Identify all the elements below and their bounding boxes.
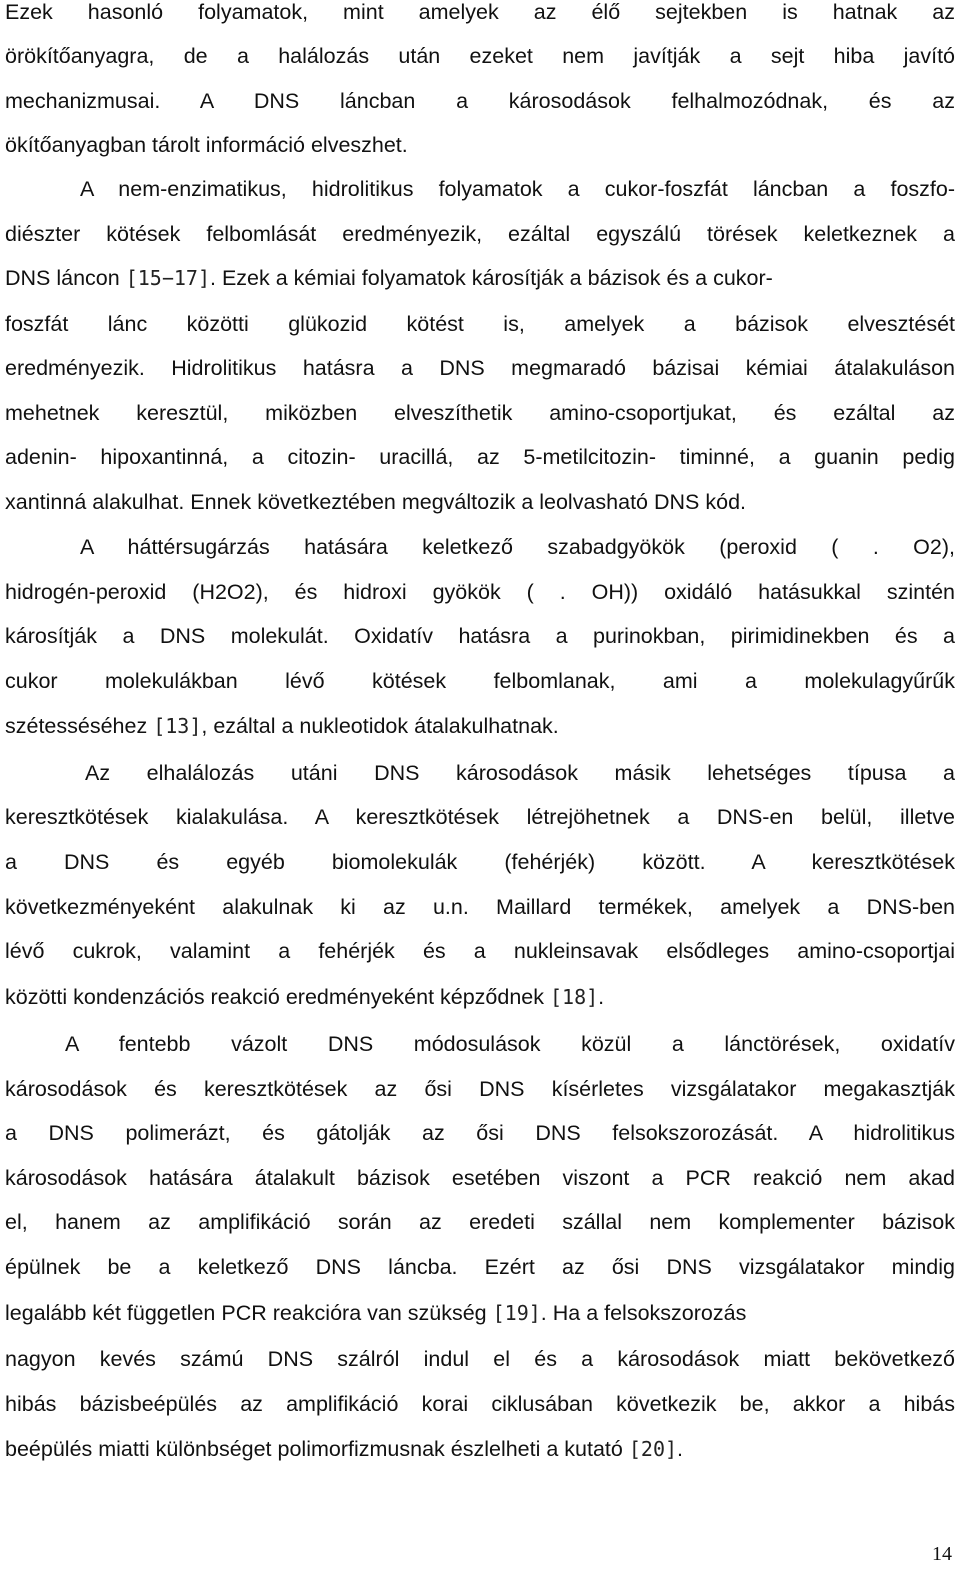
text-line: a DNS polimerázt, és gátolják az ősi DNS felsokszorozását. A hidrolitikus — [5, 1121, 955, 1145]
text-line — [5, 982, 955, 1012]
text-run: legalább két független PCR reakcióra van szükség — [5, 1301, 487, 1325]
text-run: . — [598, 985, 605, 1009]
citation-ref: [18] — [550, 985, 599, 1009]
text-run: szétesséséhez — [5, 714, 148, 738]
text-line: károsodások hatására átalakult bázisok esetében viszont a PCR reakció nem akad — [5, 1166, 955, 1190]
text-line: épülnek be a keletkező DNS láncba. Ezért az ősi DNS vizsgálatakor mindig — [5, 1255, 955, 1279]
text-run: közötti kondenzációs reakció eredményeként képződnek — [5, 985, 545, 1009]
text-line: hidrogén-peroxid (H2O2), és hidroxi gyökök ( . OH)) oxidáló hatásukkal szintén — [5, 580, 955, 604]
text-run: beépülés miatti különbséget polimorfizmusnak észlelheti a kutató — [5, 1437, 623, 1461]
text-run: . — [677, 1437, 684, 1461]
text-line: diészter kötések felbomlását eredményezik, ezáltal egyszálú törések keletkeznek a — [5, 222, 955, 246]
text-line: károsítják a DNS molekulát. Oxidatív hatásra a purinokban, pirimidinekben és a — [5, 624, 955, 648]
citation-ref: [20] — [628, 1437, 678, 1461]
text-line — [5, 1298, 955, 1328]
text-line: károsodások és keresztkötések az ősi DNS kísérletes vizsgálatakor megakasztják — [5, 1077, 955, 1101]
page-number: 14 — [932, 1543, 952, 1565]
text-line: a DNS és egyéb biomolekulák (fehérjék) között. A keresztkötések — [5, 850, 955, 874]
text-line — [5, 711, 955, 741]
text-line: lévő cukrok, valamint a fehérjék és a nukleinsavak elsődleges amino-csoportjai — [5, 939, 955, 963]
text-line: mechanizmusai. A DNS láncban a károsodások felhalmozódnak, és az — [5, 89, 955, 113]
text-line — [5, 1434, 955, 1464]
text-line: ökítőanyagban tárolt információ elveszhet. — [5, 133, 408, 157]
text-line: A háttérsugárzás hatására keletkező szabadgyökök (peroxid ( . O2), — [80, 535, 955, 559]
citation-ref: [19] — [492, 1301, 541, 1325]
text-line: A fentebb vázolt DNS módosulások közül a lánctörések, oxidatív — [65, 1032, 955, 1056]
text-line: hibás bázisbeépülés az amplifikáció korai ciklusában következik be, akkor a hibás — [5, 1392, 955, 1416]
text-line: foszfát lánc közötti glükozid kötést is, amelyek a bázisok elvesztését — [5, 312, 955, 336]
text-line: örökítőanyagra, de a halálozás után ezeket nem javítják a sejt hiba javító — [5, 44, 955, 68]
text-line: Ezek hasonló folyamatok, mint amelyek az élő sejtekben is hatnak az — [5, 0, 955, 24]
text-run: . Ezek a kémiai folyamatok károsítják a bázisok és a cukor- — [210, 266, 773, 290]
text-line: eredményezik. Hidrolitikus hatásra a DNS megmaradó bázisai kémiai átalakuláson — [5, 356, 955, 380]
text-line: A nem-enzimatikus, hidrolitikus folyamatok a cukor-foszfát láncban a foszfo- — [80, 177, 955, 201]
text-line: el, hanem az amplifikáció során az eredeti szállal nem komplementer bázisok — [5, 1210, 955, 1234]
text-line: keresztkötések kialakulása. A keresztkötések létrejöhetnek a DNS-en belül, illetve — [5, 805, 955, 829]
text-run: . Ha a felsokszorozás — [540, 1301, 747, 1325]
text-line: cukor molekulákban lévő kötések felbomlanak, ami a molekulagyűrűk — [5, 669, 955, 693]
text-line: következményeként alakulnak ki az u.n. Maillard termékek, amelyek a DNS-ben — [5, 895, 955, 919]
text-line — [5, 263, 955, 293]
text-run: , ezáltal a nukleotidok átalakulhatnak. — [201, 714, 559, 738]
text-line: Az elhalálozás utáni DNS károsodások másik lehetséges típusa a — [85, 761, 955, 785]
text-run: DNS láncon — [5, 266, 120, 290]
text-line: adenin- hipoxantinná, a citozin- uracillá, az 5-metilcitozin- timinné, a guanin pedig — [5, 445, 955, 469]
text-line: xantinná alakulhat. Ennek következtében megváltozik a leolvasható DNS kód. — [5, 490, 746, 514]
citation-ref: [15−17] — [125, 266, 211, 290]
text-line: mehetnek keresztül, miközben elveszíthetik amino-csoportjukat, és ezáltal az — [5, 401, 955, 425]
text-line: nagyon kevés számú DNS szálról indul el és a károsodások miatt bekövetkező — [5, 1347, 955, 1371]
citation-ref: [13] — [153, 714, 202, 738]
